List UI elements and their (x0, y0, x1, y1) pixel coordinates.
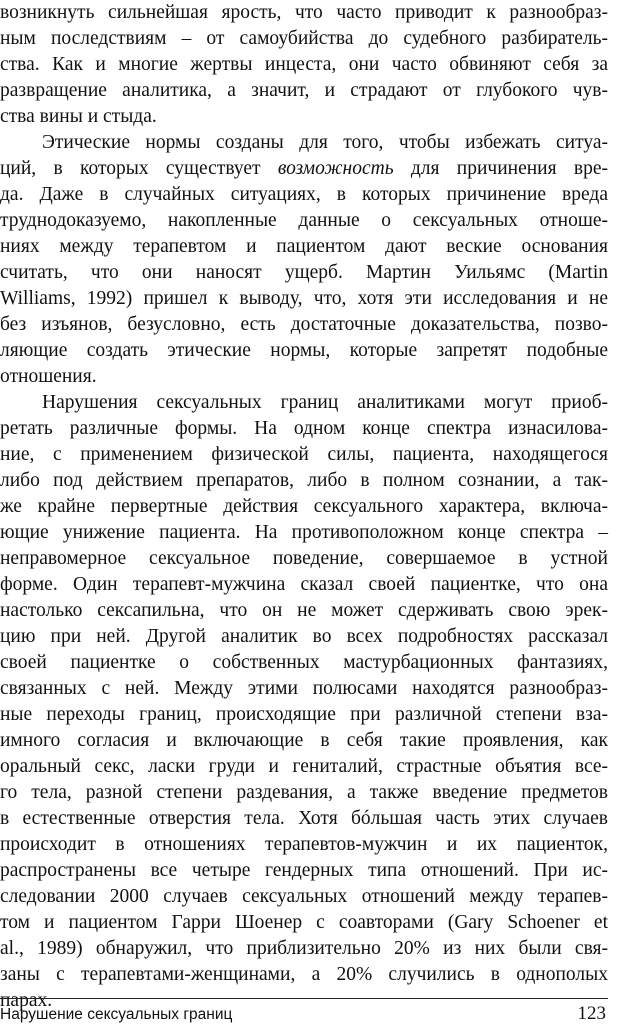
text-line: ные переходы границ, происходящие при различной степени вза- (0, 704, 608, 725)
text-line: ниях между терапевтом и пациентом дают веские основания (0, 236, 608, 257)
text-line: неправомерное сексуальное поведение, совершаемое в устной (0, 548, 608, 569)
text-line: имного согласия и включающие в себя такие проявления, как (0, 730, 608, 751)
text-line: том и пациентом Гарри Шоенер с соавторами (Gary Schoener et (0, 912, 608, 933)
text-line: развращение аналитика, а значит, и страдают от глубокого чув- (0, 80, 608, 101)
text-line: заны с терапевтами-женщинами, а 20% случились в однополых (0, 964, 608, 985)
text-run: ций, в которых существует (0, 158, 278, 179)
text-line: парах. (0, 990, 53, 1011)
text-line (0, 156, 608, 182)
text-line: Williams, 1992) пришел к выводу, что, хотя эти исследования и не (0, 288, 608, 309)
text-line: считать, что они наносят ущерб. Мартин Уильямс (Martin (0, 262, 608, 283)
text-line: настолько сексапильна, что он не может сдерживать свою эрек- (0, 600, 608, 621)
text-line: Нарушения сексуальных границ аналитиками могут приоб- (42, 392, 608, 413)
text-line: своей пациентке о собственных мастурбационных фантазиях, (0, 652, 608, 673)
text-line: либо под действием препаратов, либо в полном сознании, а так- (0, 470, 608, 491)
text-line: ющие унижение пациента. На противоположном конце спектра – (0, 522, 608, 543)
page-number: 123 (577, 1003, 606, 1024)
text-line: ляющие создать этические нормы, которые запретят подобные (0, 340, 608, 361)
text-line: оральный секс, ласки груди и гениталий, страстные объятия все- (0, 756, 608, 777)
paragraph-1 (0, 0, 608, 130)
text-line: отношения. (0, 366, 97, 387)
text-line: го тела, разной степени раздевания, а также введение предметов (0, 782, 608, 803)
text-run: для причинения вре- (393, 158, 608, 179)
text-line: распространены все четыре гендерных типа отношений. При ис- (0, 860, 608, 881)
text-line: труднодоказуемо, накопленные данные о сексуальных отноше- (0, 210, 608, 231)
text-line: связанных с ней. Между этими полюсами находятся разнообраз- (0, 678, 608, 699)
running-footer-title: Нарушение сексуальных границ (0, 1006, 233, 1023)
text-line: ства. Как и многие жертвы инцеста, они часто обвиняют себя за (0, 54, 608, 75)
text-line: Этические нормы созданы для того, чтобы избежать ситуа- (42, 132, 608, 153)
text-line: цию при ней. Другой аналитик во всех подробностях рассказал (0, 626, 608, 647)
footer-rule (0, 998, 608, 999)
paragraph-2 (0, 130, 608, 390)
text-line: да. Даже в случайных ситуациях, в которых причинение вреда (0, 184, 608, 205)
text-line: форме. Один терапевт-мужчина сказал своей пациентке, что она (0, 574, 608, 595)
text-line: ства вины и стыда. (0, 106, 157, 127)
text-line: происходит в отношениях терапевтов-мужчин и их пациенток, (0, 834, 608, 855)
text-line: следовании 2000 случаев сексуальных отношений между терапев- (0, 886, 608, 907)
text-line: ние, с применением физической силы, пациента, находящегося (0, 444, 608, 465)
text-line: ретать различные формы. На одном конце спектра изнасилова- (0, 418, 608, 439)
text-line: возникнуть сильнейшая ярость, что часто приводит к разнообраз- (0, 2, 608, 23)
text-line: в естественные отверстия тела. Хотя бóльшая часть этих случаев (0, 808, 608, 829)
text-line: al., 1989) обнаружил, что приблизительно 20% из них были свя- (0, 938, 608, 959)
text-line: без изъянов, безусловно, есть достаточные доказательства, позво- (0, 314, 608, 335)
text-line: же крайне первертные действия сексуального характера, включа- (0, 496, 608, 517)
emphasized-word: возможность (277, 158, 394, 179)
text-line: ным последствиям – от самоубийства до судебного разбиратель- (0, 28, 608, 49)
paragraph-3 (0, 390, 608, 1014)
